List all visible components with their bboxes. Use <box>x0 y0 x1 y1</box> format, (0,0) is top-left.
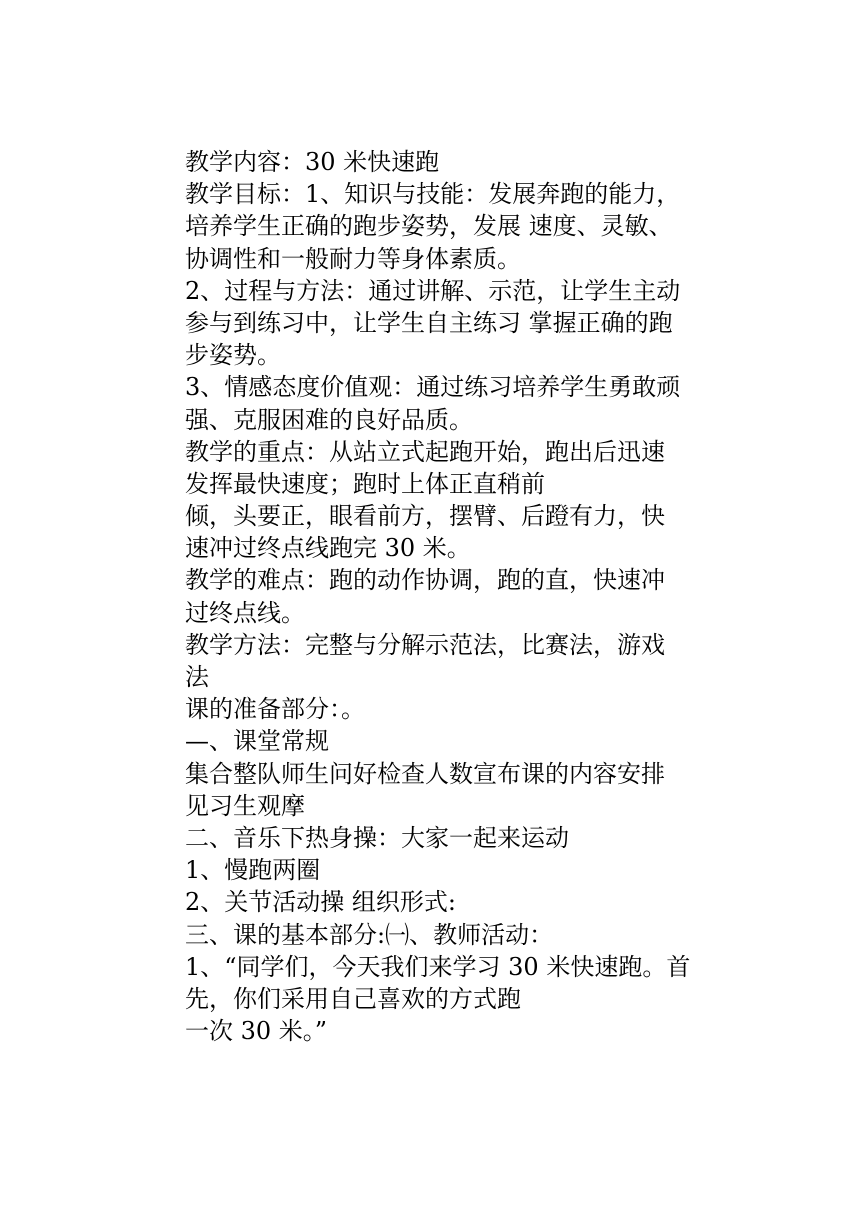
text-line: 先，你们采用自己喜欢的方式跑 <box>185 984 521 1013</box>
text-line: 教学目标：1、知识与技能：发展奔跑的能力， <box>185 180 681 209</box>
text-line: 3、情感态度价值观：通过练习培养学生勇敢顽 <box>185 373 681 402</box>
text-line: 三、课的基本部分:㈠、教师活动： <box>185 920 554 949</box>
text-line: 1、慢跑两圈 <box>185 856 321 885</box>
text-line: 过终点线。 <box>185 598 305 627</box>
text-line: 参与到练习中，让学生自主练习 掌握正确的跑 <box>185 308 673 337</box>
text-line: 一次 30 米。” <box>185 1017 328 1046</box>
text-line: 培养学生正确的跑步姿势，发展 速度、灵敏、 <box>185 212 673 241</box>
text-line: 法 <box>185 663 209 691</box>
text-line: 教学的重点：从站立式起跑开始，跑出后迅速 <box>185 437 665 466</box>
text-line: 发挥最快速度；跑时上体正直稍前 <box>185 469 545 498</box>
text-line: 集合整队师生问好检查人数宣布课的内容安排 <box>185 759 665 788</box>
text-line: 课的准备部分：。 <box>185 695 365 724</box>
text-line: 2、过程与方法：通过讲解、示范，让学生主动 <box>185 276 681 305</box>
text-line: 倾，头要正，眼看前方，摆臂、后蹬有力，快 <box>185 502 665 531</box>
text-line: 速冲过终点线跑完 30 米。 <box>185 534 471 563</box>
text-line: —、课堂常规 <box>185 727 329 756</box>
text-line: 1、“同学们，今天我们来学习 30 米快速跑。首 <box>185 952 691 981</box>
text-line: 2、关节活动操 组织形式: <box>185 888 456 917</box>
text-line: 教学内容：30 米快速跑 <box>185 148 440 176</box>
text-line: 强、克服困难的良好品质。 <box>185 405 473 434</box>
text-line: 教学方法：完整与分解示范法，比赛法，游戏 <box>185 630 665 659</box>
text-line: 教学的难点：跑的动作协调，跑的直，快速冲 <box>185 566 665 595</box>
text-line: 步姿势。 <box>185 341 281 370</box>
text-line: 协调性和一般耐力等身体素质。 <box>185 244 521 273</box>
text-line: 见习生观摩 <box>185 791 305 820</box>
text-line: 二、音乐下热身操：大家一起来运动 <box>185 823 569 852</box>
document-body <box>185 146 691 1047</box>
